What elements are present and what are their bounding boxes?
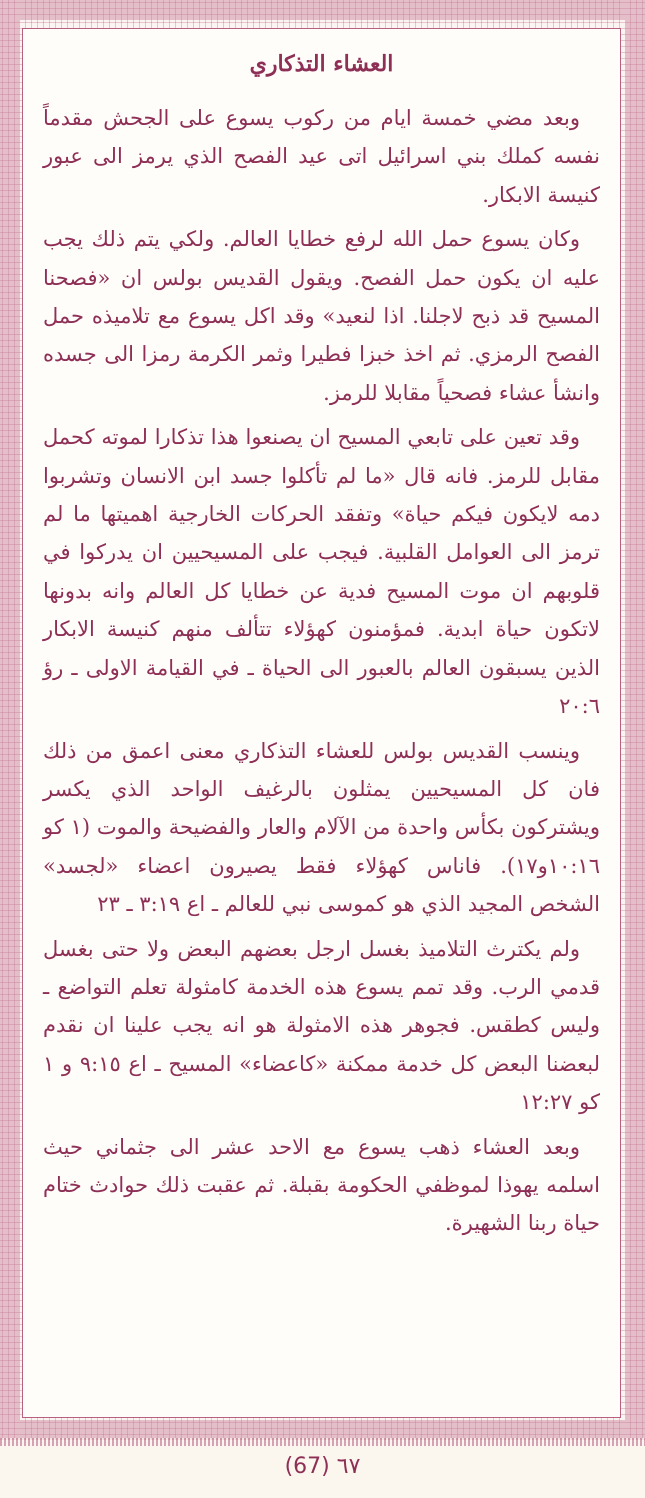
article-body xyxy=(43,99,600,1249)
page-number: (67) ٦٧ xyxy=(284,1454,361,1479)
paragraph-1: وبعد مضي خمسة ايام من ركوب يسوع على الجحش مقدماً نفسه كملك بني اسرائيل اتى عيد الفصح الذي يرمز الى عبور كنيسة الابكار. xyxy=(43,106,600,207)
paragraph-6: وبعد العشاء ذهب يسوع مع الاحد عشر الى جثماني حيث اسلمه يهوذا لموظفي الحكومة بقبلة. ثم عقبت ذلك حوادث ختام حياة ربنا الشهيرة. xyxy=(43,1134,600,1236)
text-panel xyxy=(22,28,621,1418)
paragraph-4: وينسب القديس بولس للعشاء التذكاري معنى اعمق من ذلك فان كل المسيحيين يمثلون بالرغيف الواحد الذي يكسر ويشتركون بكأس واحدة من الآلام والعار والفضيحة والموت (١ كو ١٠:١٦و١٧). فاناس كهؤلاء فقط يصيرون اعضاء «لجسد» الشخص المجيد الذي هو كموسى نبي للعالم ـ اع ٣:١٩ ـ ٢٣ xyxy=(43,738,600,917)
paragraph-3: وقد تعين على تابعي المسيح ان يصنعوا هذا تذكارا لموته كحمل مقابل للرمز. فانه قال «ما لم تأكلوا جسد ابن الانسان وتشربوا دمه لايكون فيكم حياة» وتفقد الحركات الخارجية اهميتها ما لم ترمز الى العوامل القلبية. فيجب على المسيحيين ان يدركوا في قلوبهم ان موت المسيح فدية عن خطايا كل العالم وانه بدونها لاتكون حياة ابدية. فمؤمنون كهؤلاء تتألف منهم كنيسة الابكار الذين يسبقون العالم بالعبور الى الحياة ـ في القيامة الاولى ـ رؤ ٢٠:٦ xyxy=(43,425,600,719)
page-title: العشاء التذكاري xyxy=(249,51,394,77)
bottom-border-strip xyxy=(0,1438,645,1446)
paragraph-2: وكان يسوع حمل الله لرفع خطايا العالم. ولكي يتم ذلك يجب عليه ان يكون حمل الفصح. ويقول القديس بولس ان «فصحنا المسيح قد ذبح لاجلنا. اذا لنعيد» وقد اكل يسوع مع تلاميذه حمل الفصح الرمزي. ثم اخذ خبزا فطيرا وثمر الكرمة رمزا الى جسده وانشأ عشاء فصحياً مقابلا للرمز. xyxy=(43,227,600,405)
paragraph-5: ولم يكترث التلاميذ بغسل ارجل بعضهم البعض ولا حتى بغسل قدمي الرب. وقد تمم يسوع هذه الخدمة كامثولة تعلم التواضع ـ وليس كطقس. فجوهر هذه الامثولة هو انه يجب علينا ان نقدم لبعضنا البعض كل خدمة ممكنة «كاعضاء» المسيح ـ اع ٩:١٥ و ١ كو ١٢:٢٧ xyxy=(43,936,600,1115)
